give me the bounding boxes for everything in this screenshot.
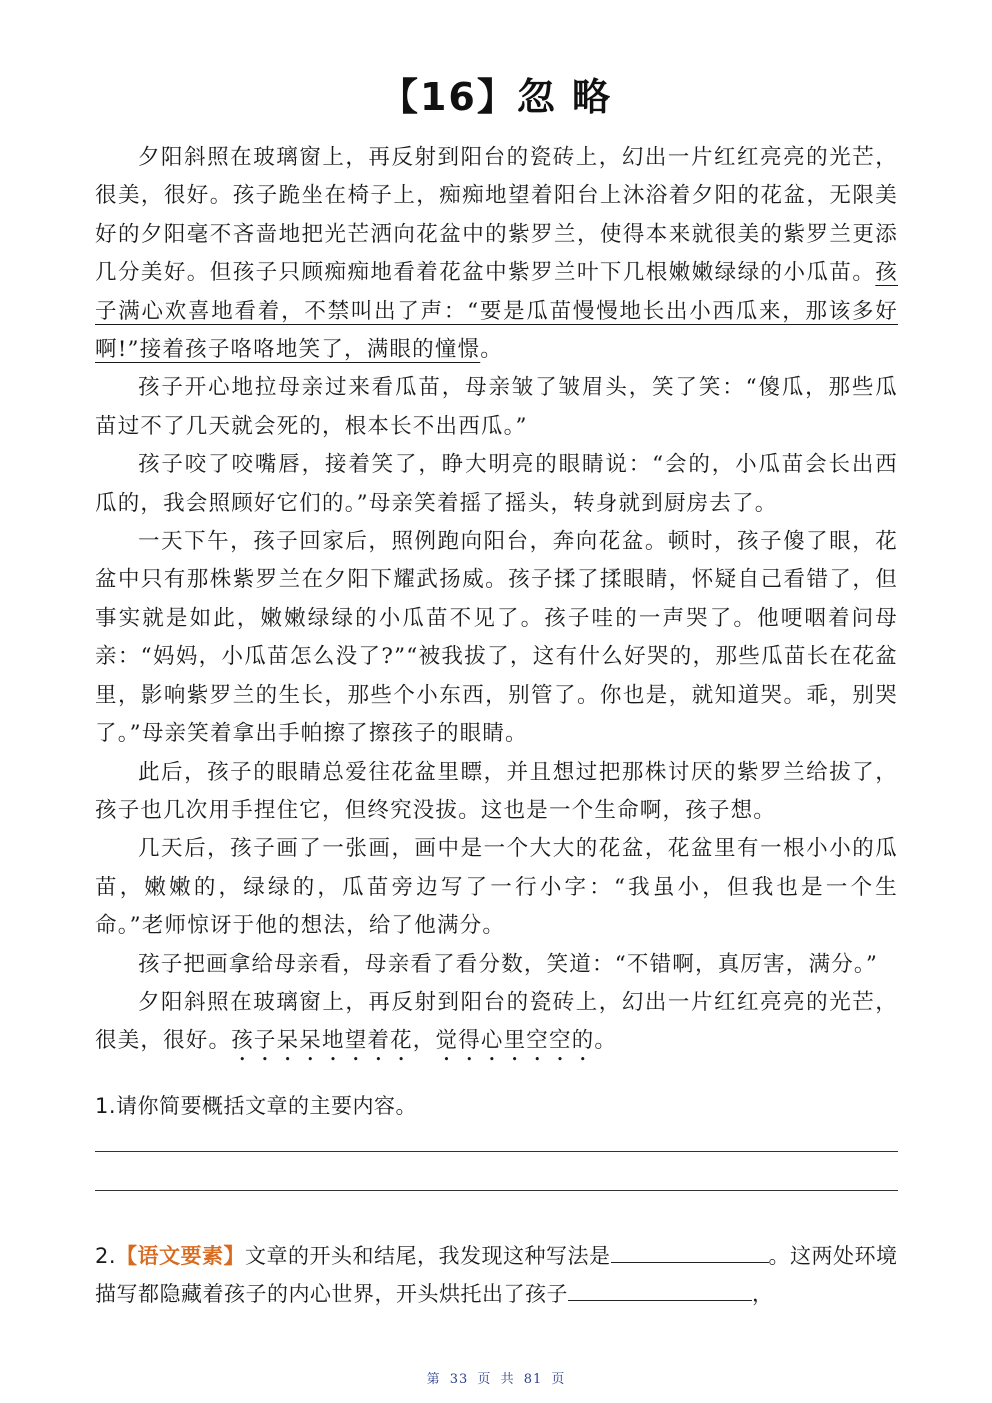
dotted-sentence: 孩子呆呆地望着花，觉得心里空空的 — [231, 1028, 595, 1054]
story-paragraph-4: 一天下午，孩子回家后，照例跑向阳台，奔向花盆。顿时，孩子傻了眼，花盆中只有那株紫罗兰在夕阳下耀武扬威。孩子揉了揉眼睛，怀疑自己看错了，但事实就是如此，嫩嫩绿绿的小瓜苗不见了。孩子哇的一声哭了。他哽咽着问母亲：“妈妈，小瓜苗怎么没了?”“被我拔了，这有什么好哭的，那些瓜苗长在花盆里，影响紫罗兰的生长，那些个小东西，别管了。你也是，就知道哭。乖，别哭了。”母亲笑着拿出手帕擦了擦孩子的眼睛。 — [95, 529, 898, 747]
question-text: ， — [752, 1282, 774, 1306]
paragraph-text: 夕阳斜照在玻璃窗上，再反射到阳台的瓷砖上，幻出一片红红亮亮的光芒，很美，很好。孩子跪坐在椅子上，痴痴地望着阳台上沐浴着夕阳的花盆，无限美好的夕阳毫不吝啬地把光芒洒向花盆中的紫罗兰，使得本来就很美的紫罗兰更添几分美好。但孩子只顾痴痴地看着花盆中紫罗兰叶下几根嫩嫩绿绿的小瓜苗。 — [95, 145, 898, 286]
paragraph-text: 夕阳斜照在玻璃窗上，再反射到阳台的瓷砖上，幻出一片红红亮亮的光芒，很美，很好。 — [95, 989, 898, 1054]
underlined-sentence: 孩子满心欢喜地看着，不禁叫出了声：“要是瓜苗慢慢地长出小西瓜来，那该多好啊!”接着孩子咯咯地笑了，满眼的憧憬 — [95, 260, 898, 363]
story-body — [95, 139, 898, 1066]
paragraph-text: 。 — [594, 1028, 618, 1054]
story-paragraph-3: 孩子咬了咬嘴唇，接着笑了，睁大明亮的眼睛说：“会的，小瓜苗会长出西瓜的，我会照顾好它们的。”母亲笑着摇了摇头，转身就到厨房去了。 — [95, 452, 898, 516]
question-text: 。这两处环境描写都隐藏着孩子的内心世界，开头烘托出了孩子 — [95, 1244, 898, 1306]
paragraph-text: 。 — [480, 337, 503, 363]
answer-blank-1[interactable] — [611, 1240, 769, 1263]
answer-blank-2[interactable] — [568, 1278, 752, 1301]
answer-line-1[interactable] — [95, 1151, 898, 1152]
answer-line-2[interactable] — [95, 1190, 898, 1191]
question-2 — [95, 1237, 898, 1313]
story-paragraph-2: 孩子开心地拉母亲过来看瓜苗，母亲皱了皱眉头，笑了笑：“傻瓜，那些瓜苗过不了几天就会死的，根本长不出西瓜。” — [95, 375, 898, 439]
story-paragraph-5: 此后，孩子的眼睛总爱往花盆里瞟，并且想过把那株讨厌的紫罗兰给拔了，孩子也几次用手捏住它，但终究没拔。这也是一个生命啊，孩子想。 — [95, 759, 898, 823]
story-paragraph-7: 孩子把画拿给母亲看，母亲看了看分数，笑道：“不错啊，真厉害，满分。” — [138, 951, 879, 977]
question-tag: 【语文要素】 — [116, 1244, 246, 1268]
story-paragraph-8 — [95, 984, 898, 1066]
question-text: 文章的开头和结尾，我发现这种写法是 — [245, 1244, 611, 1268]
story-paragraph-1 — [95, 139, 898, 369]
question-number: 2. — [95, 1244, 117, 1268]
page-footer: 第 33 页 共 81 页 — [426, 1372, 566, 1387]
page-title: 【16】忽 略 — [379, 75, 613, 119]
story-paragraph-6: 几天后，孩子画了一张画，画中是一个大大的花盆，花盆里有一根小小的瓜苗，嫩嫩的，绿绿的，瓜苗旁边写了一行小字：“我虽小，但我也是一个生命。”老师惊讶于他的想法，给了他满分。 — [95, 836, 898, 939]
question-1: 1.请你简要概括文章的主要内容。 — [95, 1094, 418, 1118]
